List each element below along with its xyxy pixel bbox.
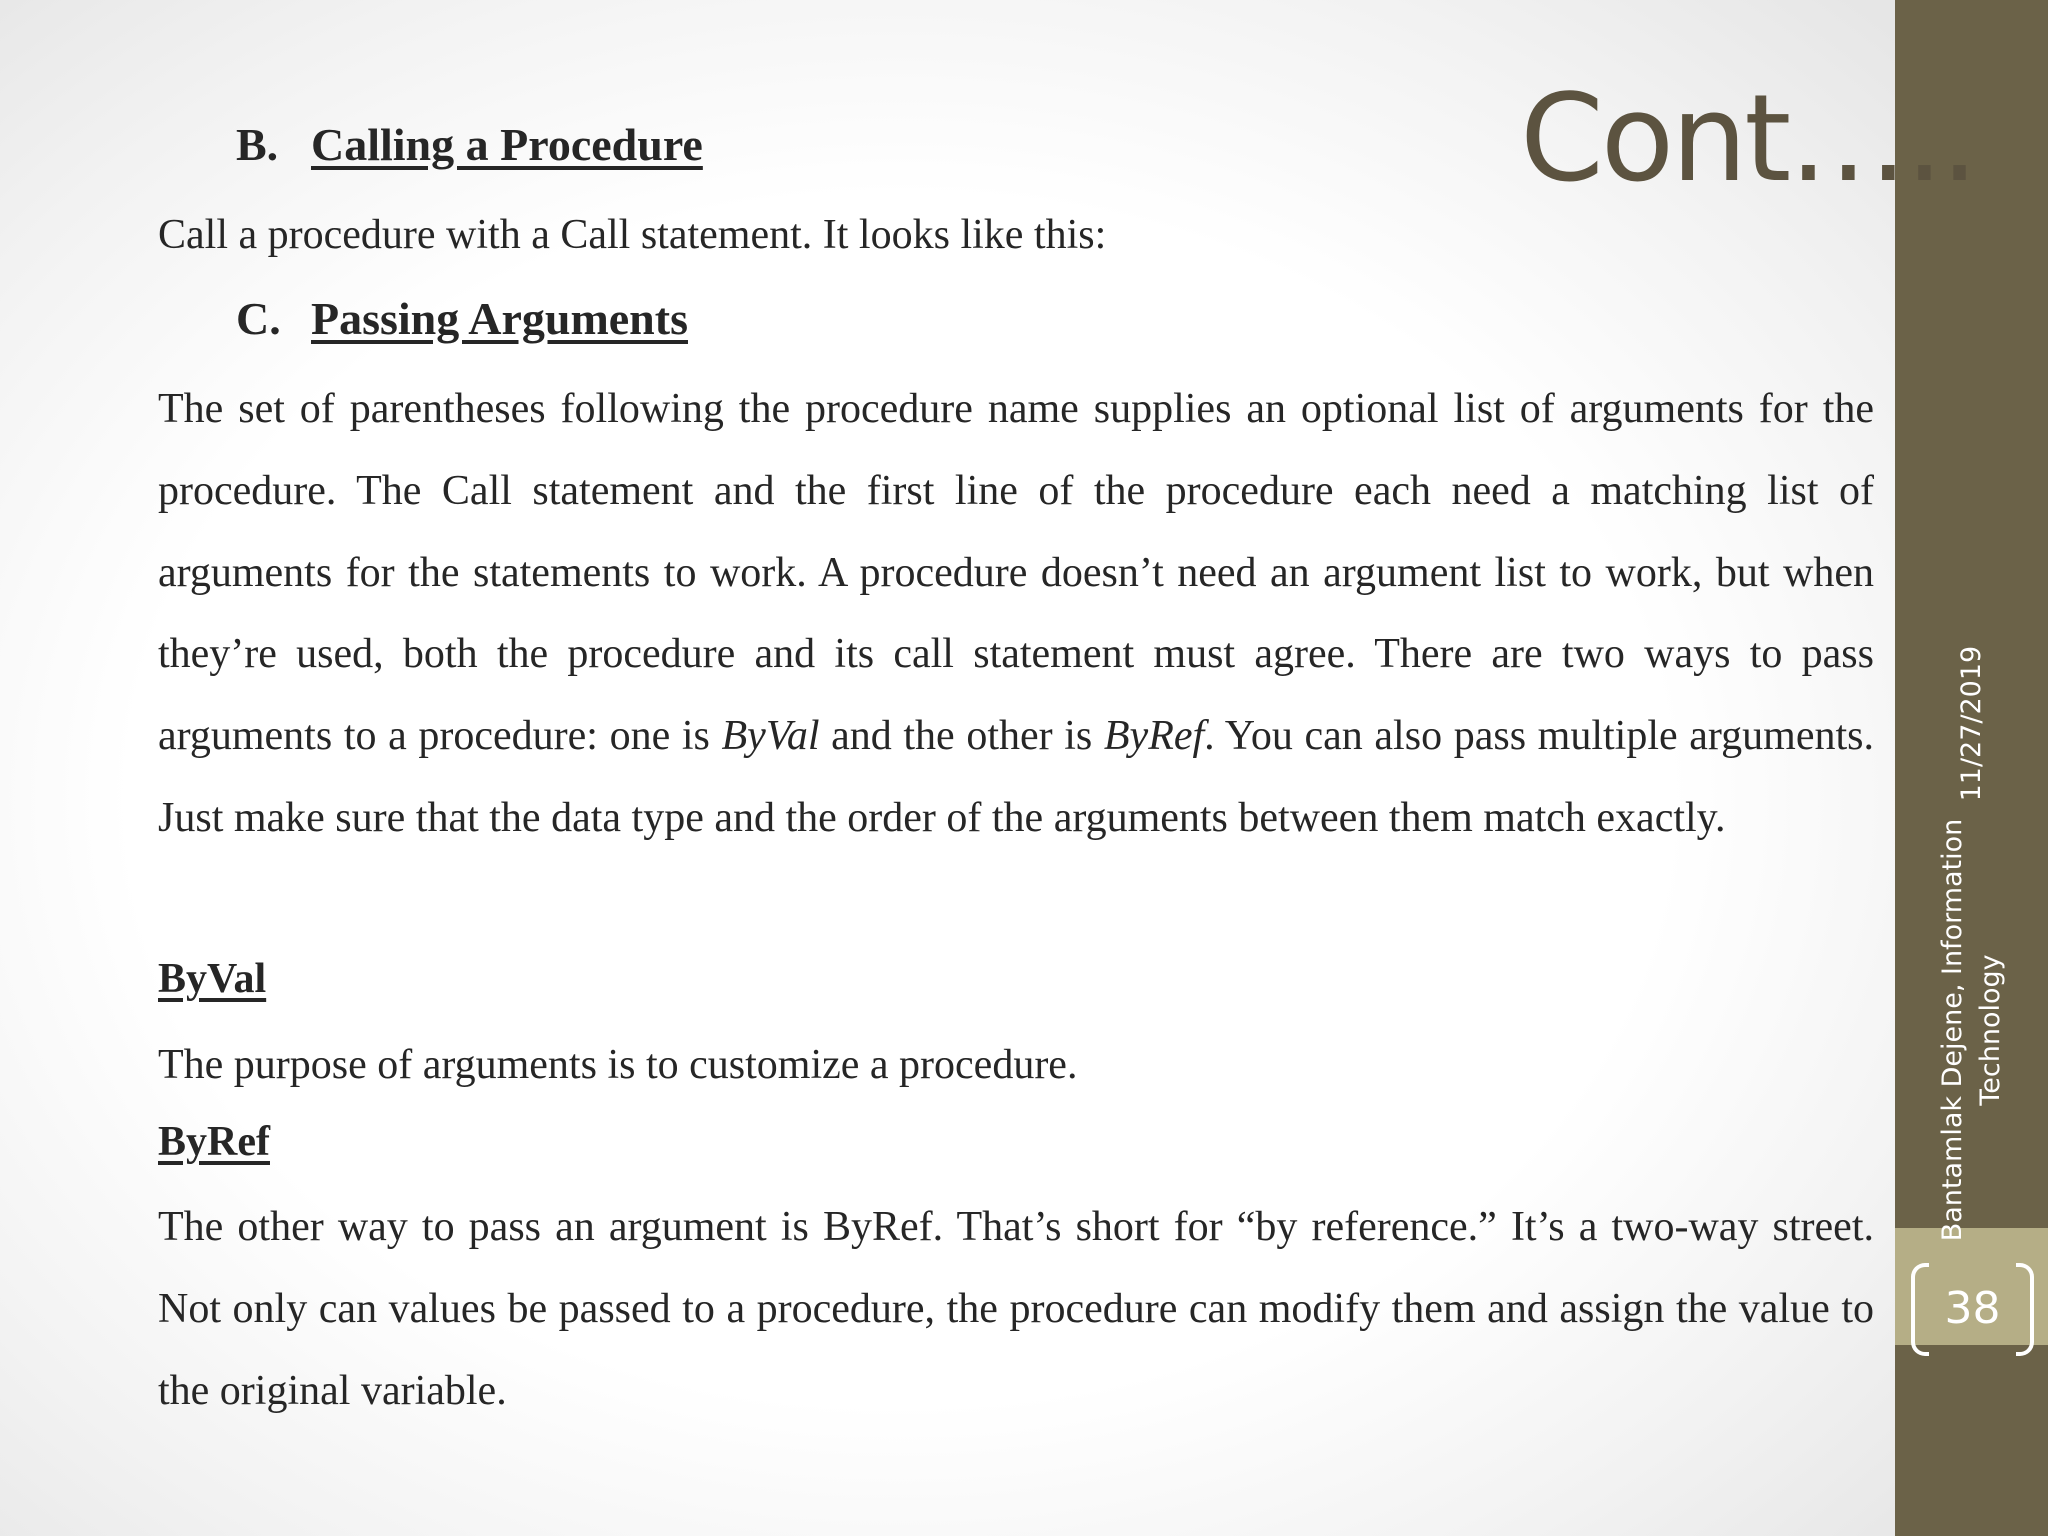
byref-paragraph: The other way to pass an argument is ByRef. That’s short for “by reference.” It’s a two-way street. Not only can values be passed to a procedure, the procedure can modify them and assign the value to the original variable.: [158, 1204, 1874, 1414]
heading-calling-procedure: [236, 118, 703, 171]
passing-arguments-paragraph: [158, 369, 1874, 860]
heading-text-c: Passing Arguments: [311, 293, 688, 344]
left-brace-icon: [1911, 1263, 1929, 1356]
right-brace-icon: [2016, 1263, 2034, 1356]
paragraph-part-1: The set of parentheses following the procedure name supplies an optional list of arguments for the procedure. The Call statement and the first line of the procedure each need a matching list of arguments for the statements to work. A procedure doesn’t need an argument list to work, but when they’re used, both the procedure and its call statement must agree. There are two ways to pass arguments to a procedure: one is: [158, 386, 1874, 760]
byval-term: ByVal: [721, 713, 820, 760]
byval-heading: ByVal: [158, 956, 267, 1002]
sidebar-footer: [1934, 370, 2010, 1250]
slide-number: 38: [1944, 1283, 2001, 1334]
heading-letter-b: B.: [236, 119, 279, 170]
byref-heading: ByRef: [158, 1119, 270, 1165]
heading-text-b: Calling a Procedure: [311, 119, 703, 170]
byval-text: The purpose of arguments is to customize a procedure.: [158, 1042, 1078, 1088]
heading-letter-c: C.: [236, 293, 281, 344]
sidebar-date: 11/27/2019: [1955, 645, 1987, 802]
paragraph-part-3: . You can also pass multiple arguments. Just make sure that the data type and the order of the arguments between them match exactly.: [158, 713, 1874, 841]
sidebar-author: Bantamlak Dejene, Information Technology: [1937, 818, 2006, 1242]
paragraph-part-2: and the other is: [819, 713, 1104, 760]
heading-passing-arguments: [236, 292, 688, 345]
call-statement-text: Call a procedure with a Call statement. It looks like this:: [158, 212, 1107, 258]
slide-title: Cont…..: [1520, 70, 1976, 209]
byref-term: ByRef: [1103, 713, 1205, 760]
